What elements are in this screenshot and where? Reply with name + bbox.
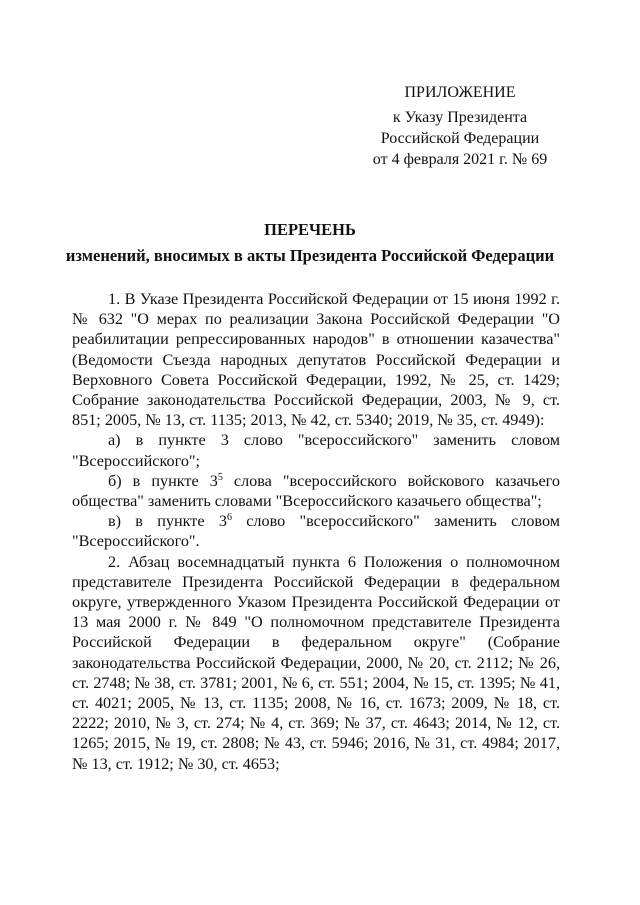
appendix-label: ПРИЛОЖЕНИЕ [404,84,516,101]
document-body [72,289,560,774]
paragraph-1b-superscript: 5 [217,471,223,483]
paragraph-1c-superscript: 6 [226,512,232,524]
document-subtitle: изменений, вносимых в акты Президента Российской Федерации [65,246,555,265]
paragraph-1b-post: слова "всероссийского войскового казачьего общества" заменить словами "Всероссийского казачьего общества"; [72,471,560,511]
appendix-line-date: от 4 февраля 2021 г. № 69 [372,151,548,168]
appendix-line-federation: Российской Федерации [380,130,540,147]
appendix-block [360,82,560,170]
paragraph-2: 2. Абзац восемнадцатый пункта 6 Положения о полномочном представителе Президента Российской Федерации в федеральном округе, утвержденного Указом Президента Российской Федерации от 13 мая 2000 г. № 849 "О полномочном представителе Президента Российской Федерации в федеральном округе" (Собрание законодательства Российской Федерации, 2000, № 20, ст. 2112; № 26, ст. 2748; № 38, ст. 3781; 2001, № 6, ст. 551; 2004, № 15, ст. 1395; № 41, ст. 4021; 2005, № 13, ст. 1135; 2008, № 16, ст. 1673; 2009, № 18, ст. 2222; 2010, № 3, ст. 274; № 4, ст. 369; № 37, ст. 4643; 2014, № 12, ст. 1265; 2015, № 19, ст. 2808; № 43, ст. 5946; 2016, № 31, ст. 4984; 2017, № 13, ст. 1912; № 30, ст. 4653; [72,552,560,773]
paragraph-1: 1. В Указе Президента Российской Федерации от 15 июня 1992 г. № 632 "О мерах по реализации Закона Российской Федерации "О реабилитации репрессированных народов" в отношении казачества" (Ведомости Съезда народных депутатов Российской Федерации и Верховного Совета Российской Федерации, 1992, № 25, ст. 1429; Собрание законодательства Российской Федерации, 2003, № 9, ст. 851; 2005, № 13, ст. 1135; 2013, № 42, ст. 5340; 2019, № 35, ст. 4949): [72,290,560,430]
paragraph-1c [72,511,560,551]
document-title: ПЕРЕЧЕНЬ [264,220,356,239]
paragraph-1a: а) в пункте 3 слово "всероссийского" заменить словом "Всероссийского"; [72,431,560,470]
paragraph-1c-post: слово "всероссийского" заменить словом "Всероссийского". [72,512,560,551]
appendix-line-decree: к Указу Президента [392,109,528,126]
paragraph-1c-pre: в) в пункте 3 [108,512,227,531]
paragraph-1b [72,471,560,511]
paragraph-1b-pre: б) в пункте 3 [108,471,218,490]
